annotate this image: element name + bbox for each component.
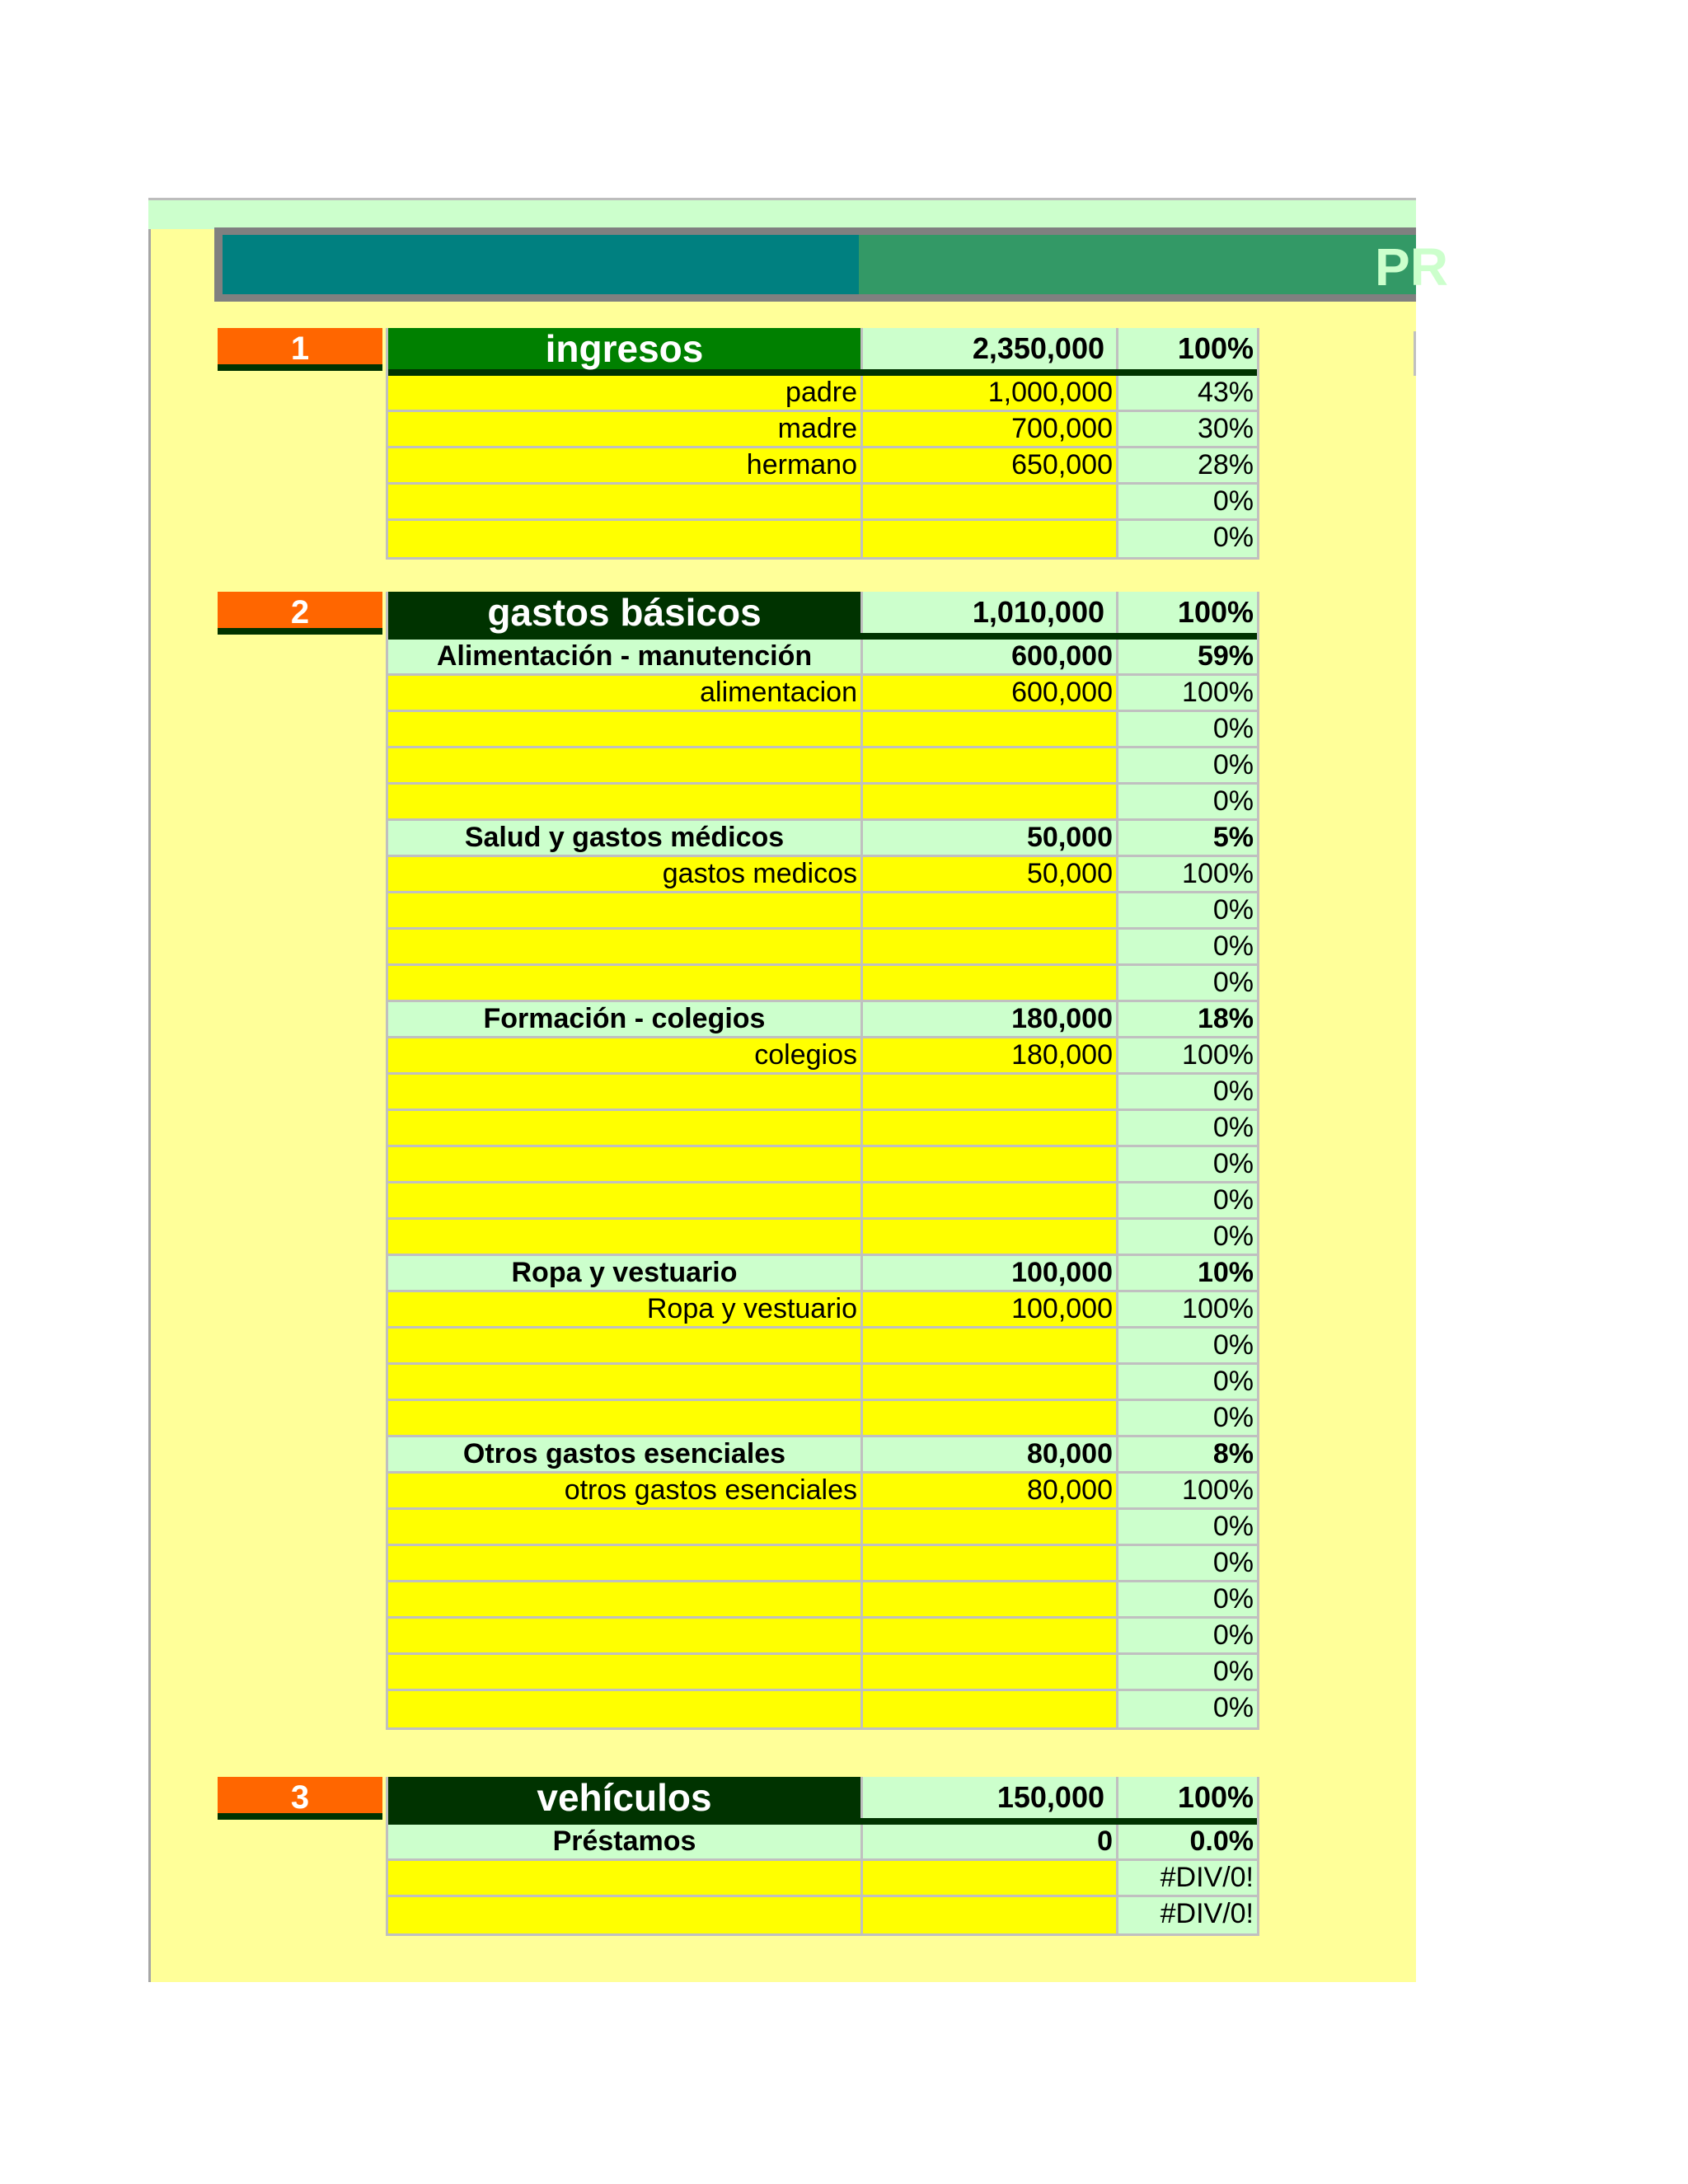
- table-row: [388, 1038, 1257, 1075]
- subtotal-row: [388, 1437, 1257, 1474]
- section-percent: 100%: [1118, 592, 1257, 633]
- row-label[interactable]: colegios: [388, 1038, 863, 1072]
- section-title: gastos básicos: [388, 592, 863, 633]
- row-percent: 0%: [1118, 785, 1257, 818]
- row-label: Préstamos: [388, 1825, 863, 1858]
- row-percent: 0%: [1118, 1329, 1257, 1362]
- row-amount[interactable]: 650,000: [863, 448, 1118, 482]
- row-percent: 8%: [1118, 1437, 1257, 1471]
- section-header-row: [388, 1777, 1257, 1825]
- table-row: [388, 1691, 1257, 1727]
- section-number-badge: 2: [218, 592, 382, 635]
- row-label: Otros gastos esenciales: [388, 1437, 863, 1471]
- row-label: Ropa y vestuario: [388, 1256, 863, 1290]
- table-row: [388, 785, 1257, 821]
- table-row: [388, 893, 1257, 930]
- row-label[interactable]: [388, 1111, 863, 1145]
- row-amount: 80,000: [863, 1437, 1118, 1471]
- row-percent: 43%: [1118, 376, 1257, 410]
- row-label[interactable]: [388, 930, 863, 963]
- section-total: 2,350,000: [863, 328, 1118, 369]
- row-amount[interactable]: [863, 1582, 1118, 1616]
- table-row: [388, 712, 1257, 748]
- row-percent: 0%: [1118, 1510, 1257, 1544]
- row-amount[interactable]: 700,000: [863, 412, 1118, 446]
- table-row: [388, 1897, 1257, 1933]
- row-amount[interactable]: 50,000: [863, 857, 1118, 891]
- table-row: [388, 376, 1257, 412]
- row-amount[interactable]: 600,000: [863, 676, 1118, 710]
- row-amount[interactable]: [863, 1220, 1118, 1254]
- subtotal-row: [388, 640, 1257, 676]
- row-label: Alimentación - manutención: [388, 640, 863, 673]
- section-total: 150,000: [863, 1777, 1118, 1818]
- row-label[interactable]: alimentacion: [388, 676, 863, 710]
- section-total: 1,010,000: [863, 592, 1118, 633]
- table-row: [388, 1292, 1257, 1329]
- row-label[interactable]: [388, 1691, 863, 1727]
- row-label[interactable]: [388, 712, 863, 746]
- row-percent: 30%: [1118, 412, 1257, 446]
- table-row: [388, 1365, 1257, 1401]
- row-label[interactable]: [388, 1220, 863, 1254]
- row-amount: 100,000: [863, 1256, 1118, 1290]
- row-label[interactable]: [388, 1147, 863, 1181]
- section-table: [386, 1777, 1259, 1936]
- section-table: [386, 328, 1259, 560]
- table-row: [388, 1111, 1257, 1147]
- row-percent: 100%: [1118, 676, 1257, 710]
- row-percent: 100%: [1118, 1038, 1257, 1072]
- row-amount[interactable]: [863, 1897, 1118, 1933]
- table-row: [388, 1582, 1257, 1619]
- table-row: [388, 1401, 1257, 1437]
- row-amount: 50,000: [863, 821, 1118, 855]
- section-percent: 100%: [1118, 1777, 1257, 1818]
- row-percent: 28%: [1118, 448, 1257, 482]
- table-row: [388, 1861, 1257, 1897]
- row-amount[interactable]: [863, 712, 1118, 746]
- row-label[interactable]: [388, 893, 863, 927]
- row-label[interactable]: [388, 1546, 863, 1580]
- row-amount[interactable]: [863, 485, 1118, 518]
- table-row: [388, 1619, 1257, 1655]
- left-border: [148, 229, 151, 1982]
- row-amount[interactable]: [863, 1861, 1118, 1895]
- row-percent: 0%: [1118, 1111, 1257, 1145]
- row-amount[interactable]: [863, 1147, 1118, 1181]
- banner-teal-block: [223, 235, 859, 294]
- row-percent: 0%: [1118, 1691, 1257, 1727]
- subtotal-row: [388, 821, 1257, 857]
- row-percent: 10%: [1118, 1256, 1257, 1290]
- top-band: [148, 198, 1416, 229]
- row-amount[interactable]: [863, 1401, 1118, 1435]
- row-amount[interactable]: [863, 1655, 1118, 1689]
- table-row: [388, 1329, 1257, 1365]
- row-label[interactable]: [388, 1861, 863, 1895]
- row-amount[interactable]: [863, 1183, 1118, 1217]
- spreadsheet-area: [148, 198, 1448, 1982]
- row-label[interactable]: madre: [388, 412, 863, 446]
- section-percent: 100%: [1118, 328, 1257, 369]
- table-row: [388, 412, 1257, 448]
- row-percent: 0%: [1118, 1183, 1257, 1217]
- row-percent: 0%: [1118, 1619, 1257, 1652]
- row-amount[interactable]: [863, 785, 1118, 818]
- section-number-badge: 3: [218, 1777, 382, 1820]
- table-row: [388, 1474, 1257, 1510]
- section-header-row: [388, 592, 1257, 640]
- row-percent: 0%: [1118, 1582, 1257, 1616]
- table-row: [388, 1183, 1257, 1220]
- table-row: [388, 448, 1257, 485]
- row-percent: 100%: [1118, 857, 1257, 891]
- row-amount[interactable]: [863, 893, 1118, 927]
- row-amount: 600,000: [863, 640, 1118, 673]
- row-percent: #DIV/0!: [1118, 1897, 1257, 1933]
- row-label[interactable]: Ropa y vestuario: [388, 1292, 863, 1326]
- row-percent: 0%: [1118, 485, 1257, 518]
- row-percent: 0%: [1118, 1546, 1257, 1580]
- row-label: Formación - colegios: [388, 1002, 863, 1036]
- row-label[interactable]: [388, 1582, 863, 1616]
- row-amount[interactable]: [863, 1619, 1118, 1652]
- row-amount[interactable]: [863, 1510, 1118, 1544]
- row-percent: 0.0%: [1118, 1825, 1257, 1858]
- row-percent: 100%: [1118, 1292, 1257, 1326]
- row-percent: 0%: [1118, 893, 1257, 927]
- row-amount[interactable]: [863, 966, 1118, 1000]
- row-label[interactable]: [388, 966, 863, 1000]
- row-percent: 100%: [1118, 1474, 1257, 1507]
- row-label[interactable]: [388, 1510, 863, 1544]
- row-amount[interactable]: [863, 521, 1118, 557]
- table-row: [388, 1510, 1257, 1546]
- section-header-row: [388, 328, 1257, 376]
- row-percent: 0%: [1118, 1365, 1257, 1399]
- section-table: [386, 592, 1259, 1730]
- table-row: [388, 1655, 1257, 1691]
- table-row: [388, 930, 1257, 966]
- row-label[interactable]: [388, 1897, 863, 1933]
- row-percent: 0%: [1118, 1655, 1257, 1689]
- row-label[interactable]: gastos medicos: [388, 857, 863, 891]
- row-amount[interactable]: [863, 930, 1118, 963]
- row-percent: 0%: [1118, 1401, 1257, 1435]
- row-amount[interactable]: 100,000: [863, 1292, 1118, 1326]
- table-row: [388, 485, 1257, 521]
- row-label[interactable]: [388, 748, 863, 782]
- row-percent: #DIV/0!: [1118, 1861, 1257, 1895]
- row-amount[interactable]: [863, 1691, 1118, 1727]
- row-amount[interactable]: [863, 748, 1118, 782]
- subtotal-row: [388, 1825, 1257, 1861]
- row-label[interactable]: [388, 485, 863, 518]
- row-label[interactable]: [388, 1365, 863, 1399]
- row-percent: 0%: [1118, 930, 1257, 963]
- table-row: [388, 676, 1257, 712]
- row-percent: 0%: [1118, 748, 1257, 782]
- row-label[interactable]: padre: [388, 376, 863, 410]
- banner-title: PR: [1375, 237, 1448, 297]
- row-amount[interactable]: [863, 1546, 1118, 1580]
- subtotal-row: [388, 1256, 1257, 1292]
- title-banner: [214, 227, 1448, 302]
- table-row: [388, 1546, 1257, 1582]
- row-amount[interactable]: 1,000,000: [863, 376, 1118, 410]
- row-percent: 0%: [1118, 521, 1257, 557]
- row-amount[interactable]: [863, 1329, 1118, 1362]
- row-amount: 0: [863, 1825, 1118, 1858]
- row-label: Salud y gastos médicos: [388, 821, 863, 855]
- table-row: [388, 966, 1257, 1002]
- row-percent: 0%: [1118, 712, 1257, 746]
- row-amount[interactable]: 180,000: [863, 1038, 1118, 1072]
- table-row: [388, 748, 1257, 785]
- row-percent: 59%: [1118, 640, 1257, 673]
- row-percent: 0%: [1118, 966, 1257, 1000]
- section-title: vehículos: [388, 1777, 863, 1818]
- table-row: [388, 1075, 1257, 1111]
- row-label[interactable]: [388, 785, 863, 818]
- row-label[interactable]: [388, 1183, 863, 1217]
- row-label[interactable]: [388, 1655, 863, 1689]
- row-amount[interactable]: [863, 1075, 1118, 1108]
- row-label[interactable]: hermano: [388, 448, 863, 482]
- column-edge: [1414, 331, 1416, 376]
- row-label[interactable]: [388, 1329, 863, 1362]
- section-title: ingresos: [388, 328, 863, 369]
- table-row: [388, 1147, 1257, 1183]
- table-row: [388, 1220, 1257, 1256]
- row-label[interactable]: [388, 1075, 863, 1108]
- row-amount[interactable]: [863, 1365, 1118, 1399]
- row-amount[interactable]: 80,000: [863, 1474, 1118, 1507]
- row-percent: 0%: [1118, 1075, 1257, 1108]
- row-percent: 5%: [1118, 821, 1257, 855]
- banner-green-block: [859, 235, 1448, 297]
- table-row: [388, 857, 1257, 893]
- row-percent: 0%: [1118, 1147, 1257, 1181]
- row-percent: 0%: [1118, 1220, 1257, 1254]
- section-number-badge: 1: [218, 328, 382, 371]
- row-label[interactable]: [388, 1401, 863, 1435]
- subtotal-row: [388, 1002, 1257, 1038]
- row-percent: 18%: [1118, 1002, 1257, 1036]
- row-label[interactable]: [388, 521, 863, 557]
- table-row: [388, 521, 1257, 557]
- row-amount: 180,000: [863, 1002, 1118, 1036]
- row-amount[interactable]: [863, 1111, 1118, 1145]
- row-label[interactable]: otros gastos esenciales: [388, 1474, 863, 1507]
- row-label[interactable]: [388, 1619, 863, 1652]
